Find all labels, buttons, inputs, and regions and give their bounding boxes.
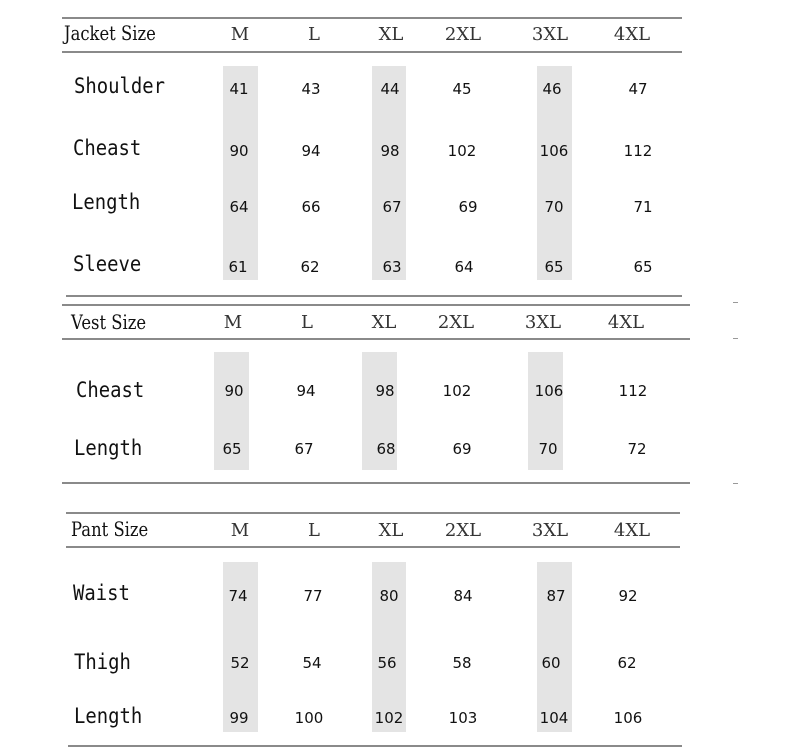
vest-cell: 106 xyxy=(534,382,564,400)
pant-bottom-rule xyxy=(68,745,682,747)
jacket-cell: 102 xyxy=(447,142,477,160)
jacket-cell: 66 xyxy=(301,198,321,216)
edge-dash xyxy=(733,338,738,339)
pant-size-header-m: M xyxy=(230,520,250,541)
pant-cell: 92 xyxy=(618,587,638,605)
jacket-size-header-xl: XL xyxy=(378,24,404,45)
jacket-cell: 64 xyxy=(229,198,249,216)
jacket-cell: 45 xyxy=(452,80,472,98)
jacket-cell: 106 xyxy=(539,142,569,160)
vest-cell: 69 xyxy=(452,440,472,458)
jacket-band-m xyxy=(223,66,258,280)
pant-row-label-thigh: Thigh xyxy=(74,650,131,674)
pant-row-label-length: Length xyxy=(74,704,143,728)
jacket-cell: 61 xyxy=(228,258,248,276)
jacket-row-label-length: Length xyxy=(72,190,141,214)
pant-header-rule xyxy=(66,546,680,548)
vest-top-rule xyxy=(62,304,690,306)
pant-cell: 58 xyxy=(452,654,472,672)
jacket-cell: 64 xyxy=(454,258,474,276)
pant-cell: 62 xyxy=(617,654,637,672)
vest-cell: 98 xyxy=(375,382,395,400)
jacket-cell: 43 xyxy=(301,80,321,98)
jacket-cell: 90 xyxy=(229,142,249,160)
vest-header-rule xyxy=(62,338,690,340)
pant-cell: 52 xyxy=(230,654,250,672)
jacket-row-label-shoulder: Shoulder xyxy=(74,74,166,98)
jacket-row-label-sleeve: Sleeve xyxy=(73,252,142,276)
jacket-cell: 112 xyxy=(623,142,653,160)
vest-cell: 65 xyxy=(222,440,242,458)
jacket-cell: 98 xyxy=(380,142,400,160)
jacket-header-rule xyxy=(62,51,682,53)
jacket-cell: 46 xyxy=(542,80,562,98)
pant-cell: 87 xyxy=(546,587,566,605)
jacket-cell: 47 xyxy=(628,80,648,98)
jacket-cell: 44 xyxy=(380,80,400,98)
jacket-top-rule xyxy=(62,17,682,19)
jacket-size-header-2xl: 2XL xyxy=(444,24,482,45)
jacket-size-header-m: M xyxy=(230,24,250,45)
jacket-cell: 67 xyxy=(382,198,402,216)
jacket-row-label-cheast: Cheast xyxy=(73,136,142,160)
vest-size-header-m: M xyxy=(223,312,243,333)
vest-size-header-4xl: 4XL xyxy=(607,312,645,333)
jacket-cell: 41 xyxy=(229,80,249,98)
jacket-band-3xl xyxy=(537,66,572,280)
vest-cell: 102 xyxy=(442,382,472,400)
vest-size-header-xl: XL xyxy=(371,312,397,333)
jacket-cell: 71 xyxy=(633,198,653,216)
vest-cell: 72 xyxy=(627,440,647,458)
pant-cell: 56 xyxy=(377,654,397,672)
pant-size-header-2xl: 2XL xyxy=(444,520,482,541)
vest-cell: 67 xyxy=(294,440,314,458)
pant-top-rule xyxy=(66,512,680,514)
jacket-cell: 69 xyxy=(458,198,478,216)
pant-cell: 60 xyxy=(541,654,561,672)
pant-cell: 106 xyxy=(613,709,643,727)
jacket-cell: 63 xyxy=(382,258,402,276)
pant-size-header-xl: XL xyxy=(378,520,404,541)
jacket-cell: 65 xyxy=(633,258,653,276)
jacket-cell: 62 xyxy=(300,258,320,276)
jacket-cell: 94 xyxy=(301,142,321,160)
vest-row-label-length: Length xyxy=(74,436,143,460)
pant-cell: 80 xyxy=(379,587,399,605)
pant-cell: 84 xyxy=(453,587,473,605)
edge-dash xyxy=(733,483,738,484)
pant-cell: 54 xyxy=(302,654,322,672)
jacket-size-header-3xl: 3XL xyxy=(531,24,569,45)
pant-cell: 74 xyxy=(228,587,248,605)
vest-size-header-2xl: 2XL xyxy=(437,312,475,333)
jacket-cell: 70 xyxy=(544,198,564,216)
vest-cell: 70 xyxy=(538,440,558,458)
vest-size-header-l: L xyxy=(301,312,313,333)
pant-cell: 99 xyxy=(229,709,249,727)
vest-row-label-cheast: Cheast xyxy=(76,378,145,402)
pant-cell: 103 xyxy=(448,709,478,727)
jacket-size-header-4xl: 4XL xyxy=(613,24,651,45)
jacket-band-xl xyxy=(372,66,406,280)
pant-cell: 77 xyxy=(303,587,323,605)
vest-cell: 112 xyxy=(618,382,648,400)
pant-size-header-4xl: 4XL xyxy=(613,520,651,541)
jacket-cell: 65 xyxy=(544,258,564,276)
vest-bottom-rule xyxy=(62,482,690,484)
pant-cell: 102 xyxy=(374,709,404,727)
vest-cell: 68 xyxy=(376,440,396,458)
vest-cell: 94 xyxy=(296,382,316,400)
vest-cell: 90 xyxy=(224,382,244,400)
pant-size-header-l: L xyxy=(308,520,320,541)
jacket-table-title: Jacket Size xyxy=(64,21,156,45)
pant-table-title: Pant Size xyxy=(71,517,149,541)
pant-cell: 104 xyxy=(539,709,569,727)
jacket-bottom-rule xyxy=(66,295,682,297)
pant-row-label-waist: Waist xyxy=(73,581,130,605)
jacket-size-header-l: L xyxy=(308,24,320,45)
pant-cell: 100 xyxy=(294,709,324,727)
pant-size-header-3xl: 3XL xyxy=(531,520,569,541)
vest-size-header-3xl: 3XL xyxy=(524,312,562,333)
vest-table-title: Vest Size xyxy=(71,310,147,334)
edge-dash xyxy=(733,302,738,303)
